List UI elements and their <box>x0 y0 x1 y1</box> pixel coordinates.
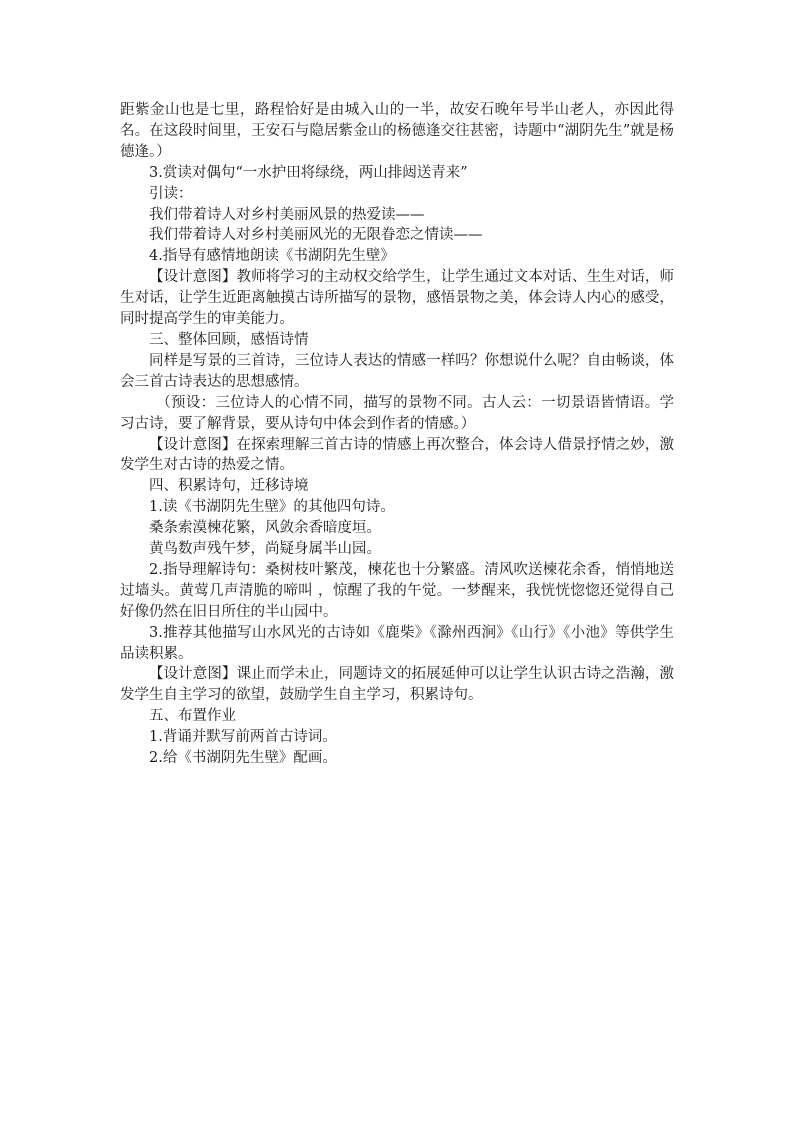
guided-reading-line-1: 我们带着诗人对乡村美丽风景的热爱读—— <box>149 206 425 223</box>
section-4-heading: 四、积累诗句，迁移诗境 <box>149 478 309 495</box>
section-3-preset-answer: （预设：三位诗人的心情不同，描写的景物不同。古人云：一切景语皆情语。学习古诗，要了解背景，要从诗句中体会到作者的情感。） <box>120 394 674 432</box>
section-4-item-3: 3.推荐其他描写山水风光的古诗如《鹿柴》《滁州西涧》《山行》《小池》等供学生品读积累。 <box>120 624 674 662</box>
section-4-item-2: 2.指导理解诗句：桑树枝叶繁茂，楝花也十分繁盛。清风吹送楝花余香，悄悄地送过墙头。黄莺几声清脆的啼叫 ，惊醒了我的午觉。一梦醒来，我恍恍惚惚还觉得自己好像仍然在旧日所住的半山园中。 <box>120 561 674 620</box>
section-5-heading: 五、布置作业 <box>149 708 236 725</box>
document-page <box>120 100 674 769</box>
homework-item-1: 1.背诵并默写前两首古诗词。 <box>149 729 337 746</box>
poem-line-2: 黄鸟数声残午梦，尚疑身属半山园。 <box>149 541 381 558</box>
design-intent-2: 【设计意图】在探索理解三首古诗的情感上再次整合，体会诗人借景抒情之妙，激发学生对古诗的热爱之情。 <box>120 436 674 474</box>
paragraph-continuation: 距紫金山也是七里，路程恰好是由城入山的一半，故安石晚年号半山老人，亦因此得名。在这段时间里，王安石与隐居紫金山的杨德逢交往甚密，诗题中“湖阴先生”就是杨德逢。） <box>120 102 674 160</box>
guided-reading-line-2: 我们带着诗人对乡村美丽风光的无限眷恋之情读—— <box>149 227 483 244</box>
step-3-couplet-reading: 3.赏读对偶句“一水护田将绿绕，两山排闼送青来” <box>149 164 468 181</box>
design-intent-3: 【设计意图】课止而学未止，同题诗文的拓展延伸可以让学生认识古诗之浩瀚，激发学生自主学习的欲望，鼓励学生自主学习，积累诗句。 <box>120 666 674 704</box>
guided-reading-label: 引读： <box>149 185 193 202</box>
section-4-item-1: 1.读《书湖阴先生壁》的其他四句诗。 <box>149 499 395 516</box>
homework-item-2: 2.给《书湖阴先生壁》配画。 <box>149 750 337 767</box>
design-intent-1: 【设计意图】教师将学习的主动权交给学生，让学生通过文本对话、生生对话，师生对话，让学生近距离触摸古诗所描写的景物，感悟景物之美，体会诗人内心的感受，同时提高学生的审美能力。 <box>120 269 674 328</box>
section-3-heading: 三、整体回顾，感悟诗情 <box>149 331 309 348</box>
poem-line-1: 桑条索漠楝花繁，风敛余香暗度垣。 <box>149 520 381 537</box>
section-3-question: 同样是写景的三首诗，三位诗人表达的情感一样吗？你想说什么呢？自由畅谈，体会三首古诗表达的思想感情。 <box>120 352 674 390</box>
step-4-emotional-reading: 4.指导有感情地朗读《书湖阴先生壁》 <box>149 248 395 265</box>
